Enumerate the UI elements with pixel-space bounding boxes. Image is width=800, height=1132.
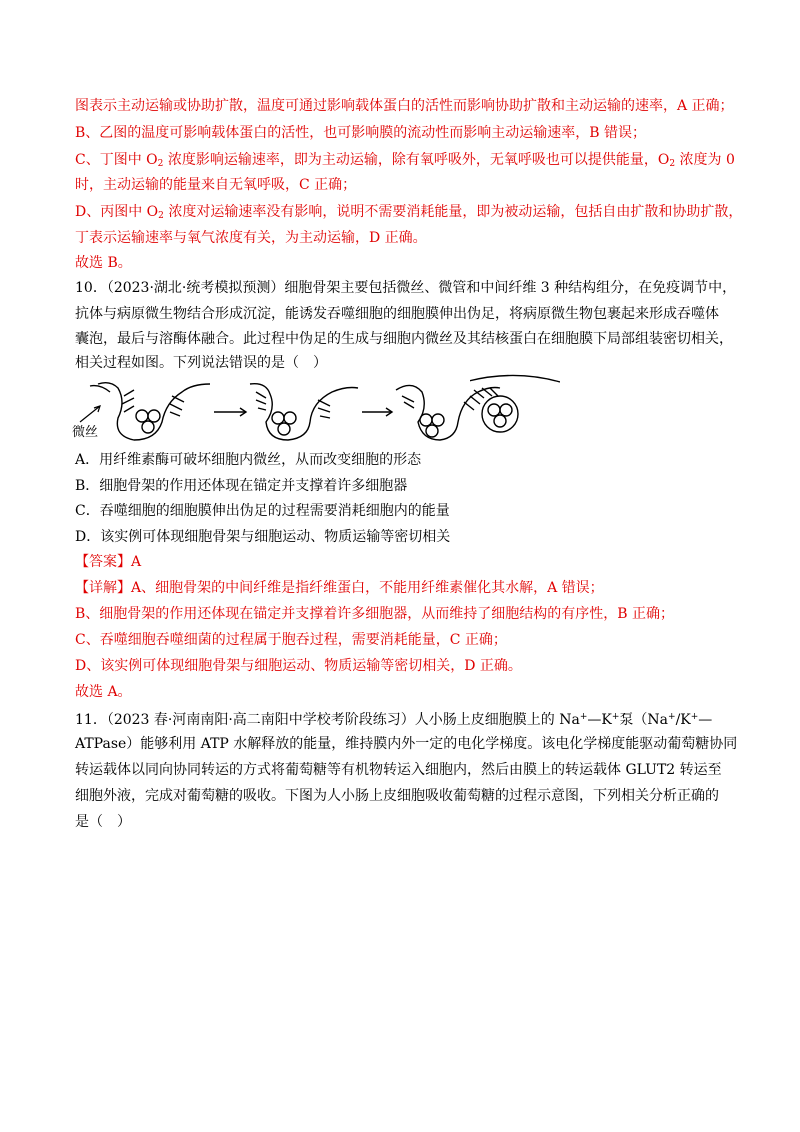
cell-membrane [250, 384, 358, 440]
text-run: 浓度对运输速率没有影响，说明不需要消耗能量，即为被动运输，包括自由扩散和协助扩散， [163, 204, 743, 220]
option-d: D．该实例可体现细胞骨架与细胞运动、物质运输等密切相关 [75, 529, 451, 545]
answer-value: A [131, 554, 142, 570]
question-stem: 是（ ） [75, 814, 131, 830]
microbe [432, 414, 444, 426]
answer-tag: 【答案】 [75, 554, 131, 570]
microbe [136, 410, 148, 422]
label-pointer [80, 406, 100, 422]
microbe [420, 414, 432, 426]
subscript: 2 [157, 159, 164, 169]
pseudopod-figure [70, 378, 530, 442]
explanation-line: 时，主动运输的能量来自无氧呼吸，C 正确； [75, 177, 357, 193]
detail-line: C、吞噬细胞吞噬细菌的过程属于胞吞过程，需要消耗能量，C 正确； [75, 632, 507, 648]
explanation-line: 图表示主动运输或协助扩散，温度可通过影响载体蛋白的活性而影响协助扩散和主动运输的速率，A 正确； [75, 98, 734, 114]
text-run: /K [675, 712, 691, 728]
microbe [142, 421, 154, 433]
superscript: + [690, 712, 699, 722]
question-stem: 相关过程如图。下列说法错误的是（ ） [75, 355, 327, 371]
detail-tag: 【详解】 [75, 580, 131, 596]
cell-membrane [470, 375, 560, 384]
explanation-line: B、乙图的温度可影响载体蛋白的活性，也可影响膜的流动性而影响主动运输速率，B 错误； [75, 125, 647, 141]
text-run: A、细胞骨架的中间纤维是指纤维蛋白，不能用纤维素催化其水解，A 错误； [131, 580, 604, 596]
superscript: + [611, 712, 620, 722]
microbe [284, 412, 296, 424]
figure-label: 微丝 [72, 425, 99, 440]
question-stem: 10．（2023·湖北·统考模拟预测）细胞骨架主要包括微丝、微管和中间纤维 3 种结构组分，在免疫调节中， [75, 280, 737, 296]
answer [75, 552, 141, 572]
explanation-line: 丁表示运输速率与氧气浓度有关，为主动运输，D 正确。 [75, 230, 427, 246]
explanation-line [75, 202, 742, 226]
microbe [426, 425, 438, 437]
option-b: B．细胞骨架的作用还体现在锚定并支撑着许多细胞器 [75, 478, 408, 494]
option-a: A．用纤维素酶可破坏细胞内微丝，从而改变细胞的形态 [75, 452, 422, 468]
question-stem: 转运载体以同向协同转运的方式将葡萄糖等有机物转运入细胞内，然后由膜上的转运载体 GLUT2 转运至 [75, 762, 722, 778]
conclusion: 故选 B。 [75, 255, 132, 271]
text-run: 浓度为 0 [675, 152, 735, 168]
detail-line [75, 578, 604, 598]
question-stem: ATPase）能够利用 ATP 水解释放的能量，维持膜内外一定的电化学梯度。该电化学梯度能驱动葡萄糖协同 [75, 736, 738, 752]
superscript: + [668, 712, 676, 722]
conclusion: 故选 A。 [75, 684, 132, 700]
text-run: 浓度影响运输速率，即为主动运输，除有氧呼吸外，无氧呼吸也可以提供能量，O [163, 152, 670, 168]
explanation-line [75, 150, 735, 174]
microbe [278, 423, 290, 435]
question-stem: 囊泡，最后与溶酶体融合。此过程中伪足的生成与细胞内微丝及其结核蛋白在细胞膜下局部组装密切相关， [75, 331, 733, 347]
subscript: 2 [158, 211, 164, 221]
subscript: 2 [669, 159, 676, 169]
question-stem [75, 707, 712, 730]
text-run: 泵（Na [619, 712, 669, 728]
text-run: D、丙图中 O [75, 204, 159, 220]
question-stem: 细胞外液，完成对葡萄糖的吸收。下图为人小肠上皮细胞吸收葡萄糖的过程示意图，下列相关分析正确的 [75, 788, 719, 804]
text-run: —K [587, 712, 612, 728]
text-run: — [698, 712, 713, 728]
phagosome-figure [470, 370, 560, 440]
microbe [272, 412, 284, 424]
question-stem: 抗体与病原微生物结合形成沉淀，能诱发吞噬细胞的细胞膜伸出伪足，将病原微生物包裹起来形成吞噬体 [75, 306, 719, 322]
text-run: C、丁图中 O [75, 152, 158, 168]
option-c: C．吞噬细胞的细胞膜伸出伪足的过程需要消耗细胞内的能量 [75, 503, 450, 519]
detail-line: B、细胞骨架的作用还体现在锚定并支撑着许多细胞器，从而维持了细胞结构的有序性，B 正确； [75, 606, 675, 622]
cell-membrane [98, 383, 210, 440]
superscript: + [579, 712, 588, 722]
microbe [148, 410, 160, 422]
text-run: 11．（2023 春·河南南阳·高二南阳中学校考阶段练习）人小肠上皮细胞膜上的 Na [75, 712, 580, 728]
detail-line: D、该实例可体现细胞骨架与细胞运动、物质运输等密切相关，D 正确。 [75, 658, 522, 674]
